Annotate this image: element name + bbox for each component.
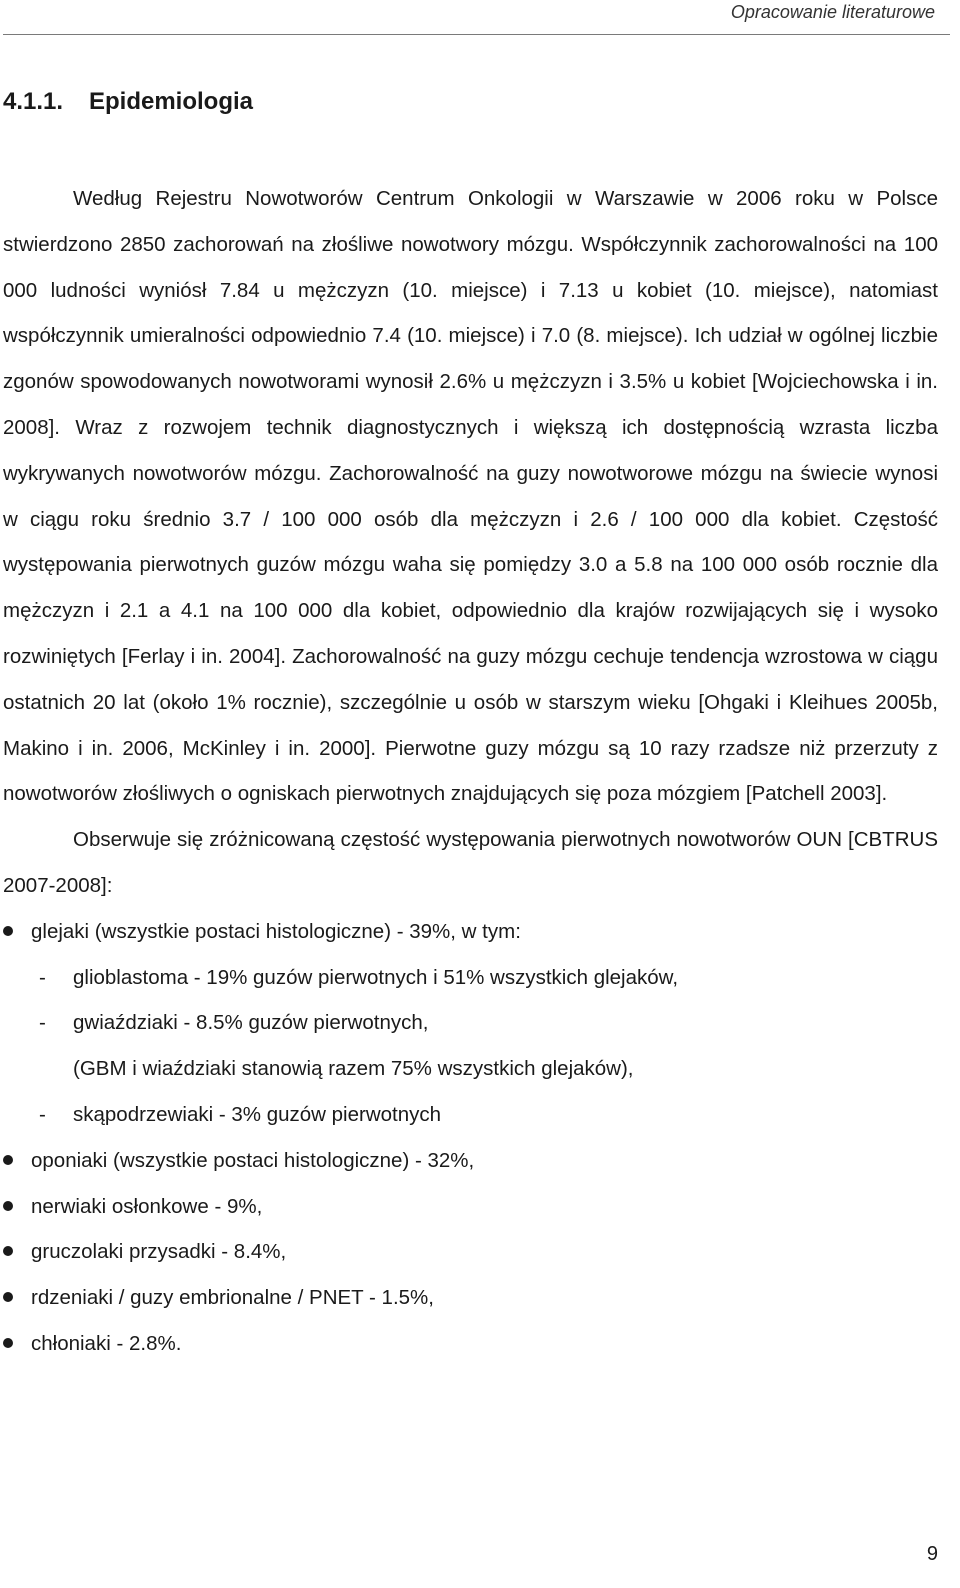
section-heading [3, 88, 253, 116]
list-item-text: nerwiaki osłonkowe - 9%, [31, 1194, 263, 1218]
bullet-icon [3, 1246, 13, 1256]
paragraph-frequency-intro: Obserwuje się zróżnicowaną częstość występowania pierwotnych nowotworów OUN [CBTRUS 2007-2008]: [3, 828, 938, 897]
sub-list-item-text: skąpodrzewiaki - 3% guzów pierwotnych [73, 1102, 442, 1126]
dash-marker: - [39, 965, 46, 989]
sub-list-item-text: glioblastoma - 19% guzów pierwotnych i 51% wszystkich glejaków, [73, 965, 679, 989]
bullet-icon [3, 1338, 13, 1348]
paragraph-epidemiology: Według Rejestru Nowotworów Centrum Onkologii w Warszawie w 2006 roku w Polsce stwierdzono 2850 zachorowań na złośliwe nowotwory mózgu. Współczynnik zachorowalności na 100 000 ludności wyniósł 7.84 u mężczyzn (10. miejsce) i 7.13 u kobiet (10. miejsce), natomiast współczynnik umieralności odpowiednio 7.4 (10. miejsce) i 7.0 (8. miejsce). Ich udział w ogólnej liczbie zgonów spowodowanych nowotworami wynosił 2.6% u mężczyzn i 3.5% u kobiet [Wojciechowska i in. 2008]. Wraz z rozwojem technik diagnostycznych i większą ich dostępnością wzrasta liczba wykrywanych nowotworów mózgu. Zachorowalność na guzy nowotworowe mózgu na świecie wynosi w ciągu roku średnio 3.7 / 100 000 osób dla mężczyzn i 2.6 / 100 000 dla kobiet. Częstość występowania pierwotnych guzów mózgu waha się pomiędzy 3.0 a 5.8 na 100 000 osób rocznie dla mężczyzn i 2.1 a 4.1 na 100 000 dla kobiet, odpowiednio dla krajów rozwijających się i wysoko rozwiniętych [Ferlay i in. 2004]. Zachorowalność na guzy mózgu cechuje tendencja wzrostowa w ciągu ostatnich 20 lat (około 1% rocznie), szczególnie u osób w starszym wieku [Ohgaki i Kleihues 2005b, Makino i in. 2006, McKinley i in. 2000]. Pierwotne guzy mózgu są 10 razy rzadsze niż przerzuty z nowotworów złośliwych o ogniskach pierwotnych znajdujących się poza mózgiem [Patchell 2003]. [3, 187, 938, 806]
sub-list-item [3, 1092, 938, 1138]
bullet-icon [3, 926, 13, 936]
list-item [3, 1275, 938, 1321]
document-body [3, 176, 938, 1367]
dash-marker: - [39, 1011, 46, 1035]
list-item [3, 1229, 938, 1275]
sub-list-item [3, 955, 938, 1001]
list-item-text: oponiaki (wszystkie postaci histologiczne) - 32%, [31, 1148, 475, 1172]
list-item-text: glejaki (wszystkie postaci histologiczne) - 39%, w tym: [31, 919, 521, 943]
list-item-text: rdzeniaki / guzy embrionalne / PNET - 1.5%, [31, 1286, 434, 1310]
glioma-note: (GBM i wiaździaki stanowią razem 75% wszystkich glejaków), [73, 1057, 634, 1081]
list-item-text: chłoniaki - 2.8%. [31, 1331, 182, 1355]
list-item [3, 1184, 938, 1230]
list-item [3, 1138, 938, 1184]
bullet-icon [3, 1292, 13, 1302]
list-item [3, 1321, 938, 1367]
list-item-text: gruczolaki przysadki - 8.4%, [31, 1240, 287, 1264]
list-item [3, 909, 938, 955]
tumor-frequency-list [3, 909, 938, 1367]
running-header: Opracowanie literaturowe [730, 2, 935, 22]
section-number: 4.1.1. [3, 88, 64, 115]
sub-list-item-text: gwiaździaki - 8.5% guzów pierwotnych, [73, 1011, 429, 1035]
bullet-icon [3, 1155, 13, 1165]
bullet-icon [3, 1201, 13, 1211]
page-number: 9 [926, 1543, 938, 1565]
header-rule [3, 34, 950, 35]
dash-marker: - [39, 1102, 46, 1126]
sub-list-item [3, 1000, 938, 1046]
section-title: Epidemiologia [89, 88, 254, 115]
